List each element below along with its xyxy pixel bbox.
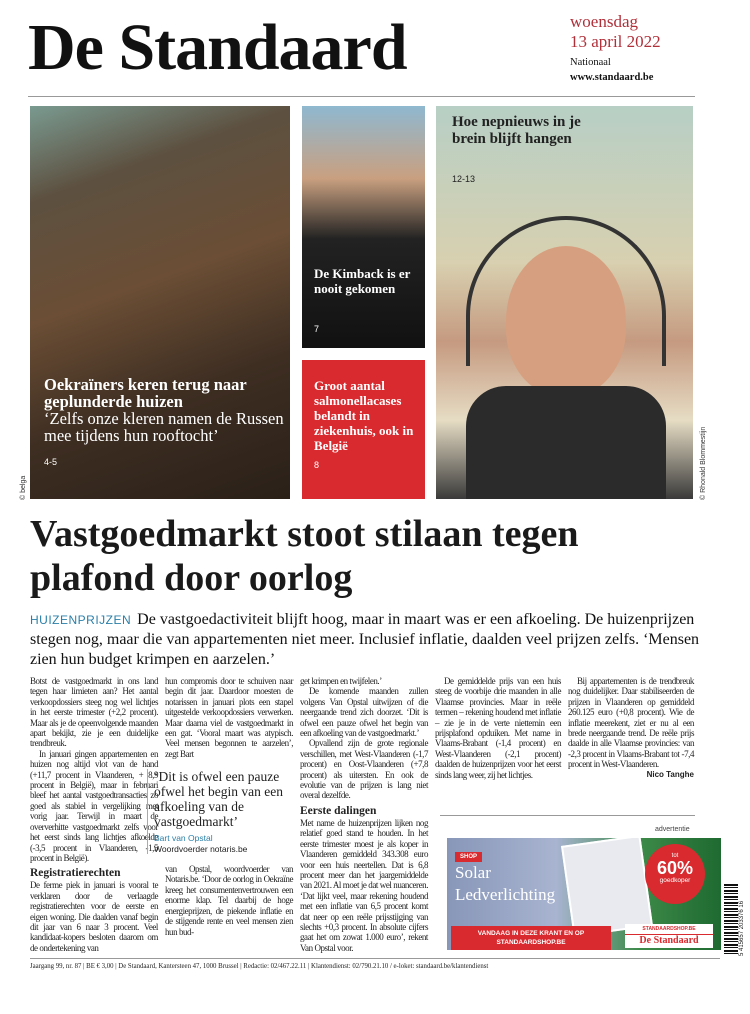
badge-suffix: goedkoper	[659, 877, 691, 884]
footer-divider	[30, 958, 720, 959]
edition-date	[570, 12, 661, 52]
author-byline: Nico Tanghe	[646, 769, 694, 779]
teaser-ukraine-caption	[44, 376, 284, 471]
page-ref: 12-13	[452, 174, 476, 184]
article-column-3	[300, 676, 428, 953]
paragraph: De komende maanden zullen volgens Van Opstal uitwijzen of die neergaande trend zich doorzet. ‘Dit is ofwel een pauze ofwel het begin van een afkoeling van de vastgoedmarkt.’	[300, 686, 428, 739]
ad-title	[455, 862, 555, 906]
paragraph: hun compromis door te schuiven naar begin dit jaar. Daardoor moesten de notarissen in januari plots een stapel uitgestelde verkoopdossiers verwerken. Maar daarna viel de vastgoedmarkt in een gat. ‘Vooral maart was atypisch. Veel mensen begonnen te aarzelen’, zegt Bart	[165, 676, 293, 759]
photo-credit: © belga	[20, 475, 27, 500]
teaser-fake-news[interactable]	[436, 106, 693, 499]
edition-name: Nationaal	[570, 57, 611, 68]
page-ref: 7	[314, 324, 320, 334]
kicker: HUIZENPRIJZEN	[30, 613, 132, 627]
main-headline[interactable]: Vastgoedmarkt stoot stilaan tegen plafond door oorlog	[30, 513, 579, 599]
teaser-salmonella[interactable]	[302, 360, 425, 499]
main-lead	[30, 610, 710, 670]
barcode	[724, 884, 738, 956]
discount-badge	[645, 844, 705, 904]
ad-title-line: Ledverlichting	[455, 885, 556, 904]
man-portrait	[506, 246, 626, 396]
quote-role: Woordvoerder notaris.be	[154, 843, 248, 854]
masthead-divider	[28, 96, 695, 97]
subheading: Registratierechten	[30, 867, 121, 880]
teaser-title: De Kimback is er nooit gekomen	[314, 266, 411, 296]
shop-url: STANDAARDSHOP.BE	[625, 924, 713, 935]
paragraph: get krimpen en twijfelen.’	[300, 676, 382, 686]
ad-brand	[625, 924, 713, 948]
paragraph: De gemiddelde prijs van een huis steeg de voorbije drie maanden in alle Vlaamse provincies. Maar in reële termen – rekening houdend met inflatie – zie je in de verte niettemin een prijsplafond opduiken. Met name in Vlaams-Brabant (-1,4 procent) en West-Vlaanderen (-2,1 procent) daalden de huizenprijzen voor het eerst sinds lang weer, zij het lichtjes.	[435, 676, 561, 780]
article-column-4	[435, 676, 561, 780]
article-column-1	[30, 676, 158, 953]
teaser-title: Hoe nepnieuws in je brein blijft hangen	[452, 114, 581, 147]
edition-info	[570, 55, 653, 85]
photo-credit: © Rhonald Blommestijn	[700, 426, 707, 500]
teaser-title: Groot aantal salmonellacases belandt in ziekenhuis, ook in België	[314, 378, 414, 453]
weekday: woensdag	[570, 12, 638, 31]
quote-author: Bart van Opstal	[154, 833, 213, 844]
subheading: Eerste dalingen	[300, 804, 377, 817]
website-link[interactable]: www.standaard.be	[570, 72, 654, 83]
badge-prefix: tot	[671, 853, 679, 859]
barcode-number: 5 415657 203376 16	[739, 900, 745, 956]
ad-cta[interactable]: VANDAAG IN DEZE KRANT EN OP STANDAARDSHOP.BE	[451, 926, 611, 950]
overalls	[466, 386, 666, 499]
paragraph: Opvallend zijn de grote regionale verschillen, met West-Vlaanderen (-1,7 procent) en Oost-Vlaanderen (+7,8 procent) als uitersten. En ook de evolutie van de prijzen is lang niet overal dezelfde.	[300, 738, 428, 801]
article-column-2	[154, 676, 293, 937]
teaser-ukraine[interactable]	[30, 106, 290, 499]
advertisement-solar[interactable]	[447, 838, 721, 950]
paragraph: Botst de vastgoedmarkt in ons land tegen haar limieten aan? Het aantal verkoopdossiers steeg nog wel lichtjes in het eerste trimester (+2,2 procent). Maar als je de opeenvolgende maanden apart bekijkt, zie je een duidelijke trendbreuk.	[30, 676, 158, 749]
paragraph: De ferme piek in januari is vooral te verklaren door de verlaagde registratierechten voor de eerste en eigen woning. Die daalden vanaf begin dit jaar van 6 naar 3 procent. Veel kandidaat-kopers besloten daarom om de ondertekening van	[30, 880, 158, 953]
pull-quote	[147, 769, 293, 854]
quote-text: ‘Dit is ofwel een pauze ofwel het begin van een afkoeling van de vastgoedmarkt’	[154, 769, 283, 830]
paragraph: Met name de huizenprijzen lijken nog relatief goed stand te houden. In het eerste trimester moest je als koper in Vlaanderen gemiddeld 343.308 euro voor een huis neertellen. Dat is 6,8 procent meer dan het jaargemiddelde van 2021. Al moet je dat wel nuanceren. ‘Dat lijkt veel, maar rekening houdend met een inflatie van 6,5 procent komt dat neer op een reële prijsstijging van slechts +0,3 procent. In absolute cijfers gaat het om zowat 1.000 euro’, rekent Van Opstal voor.	[300, 817, 428, 953]
article-column-5	[568, 676, 694, 780]
teaser-kimback[interactable]	[302, 106, 425, 348]
page-ref: 4-5	[44, 457, 58, 467]
teaser-quote: ‘Zelfs onze kleren namen de Russen mee tijdens hun rooftocht’	[44, 409, 284, 445]
paragraph: Bij appartementen is de trendbreuk nog duidelijker. Daar stabiliseerden de prijzen in Vlaanderen op gemiddeld 260.125 euro (+0,8 procent). Wie de inflatie meerekent, ziet er nu al een brede neergaande trend. De reële prijs daalde in alle Vlaamse provincies: van -2,3 procent in Vlaams-Brabant tot -7,4 procent in West-Vlaanderen.	[568, 676, 694, 770]
teaser-title: Oekraïners keren terug naar geplunderde huizen	[44, 375, 247, 411]
footer-info: Jaargang 99, nr. 87 | BE € 3,00 | De Standaard, Kantersteen 47, 1000 Brussel | Redactie: 02/467.22.11 | Klantendienst: 02/790.21.10 / e-loket: standaard.be/klantendienst	[30, 963, 489, 970]
date: 13 april 2022	[570, 32, 661, 51]
badge-percent: 60%	[656, 858, 694, 878]
shop-tag: SHOP	[455, 852, 482, 862]
ad-label: advertentie	[655, 826, 690, 833]
catalog-image	[561, 838, 653, 937]
ad-title-line: Solar	[455, 863, 491, 882]
lead-text: De vastgoedactiviteit blijft hoog, maar in maart was er een afkoeling. De huizenprijzen stegen nog, maar die van appartementen niet meer. Inclusief inflatie, daalden veel prijzen zelfs. ‘Mensen zien hun budget krimpen en aarzelen.’	[30, 611, 700, 668]
page-ref: 8	[314, 460, 320, 470]
brand-name: De Standaard	[639, 935, 699, 946]
ad-divider	[440, 815, 695, 816]
paragraph: In januari gingen appartementen en huizen nog altijd vlot van de hand (+11,7 procent in Vlaanderen, + 8,9 procent in België), maar in februari bleef het aantal vastgoedtransacties zo goed als stabiel in vergelijking met vorig jaar. Terwijl in maart de oververhitte vastgoedmarkt zelfs voor het eerst sinds lang lichtjes afkoelde (-3,5 procent in Vlaanderen, -1,5 procent in België).	[30, 748, 158, 863]
masthead-logo: De Standaard	[28, 11, 407, 84]
paragraph: van Opstal, woordvoerder van Notaris.be. ‘Door de oorlog in Oekraïne kreeg het consumentenvertrouwen een enorme klap. Tel daarbij de hoge energieprijzen, de piekende inflatie en de stijgende rente en veel mensen zien hun bud-	[165, 864, 293, 937]
